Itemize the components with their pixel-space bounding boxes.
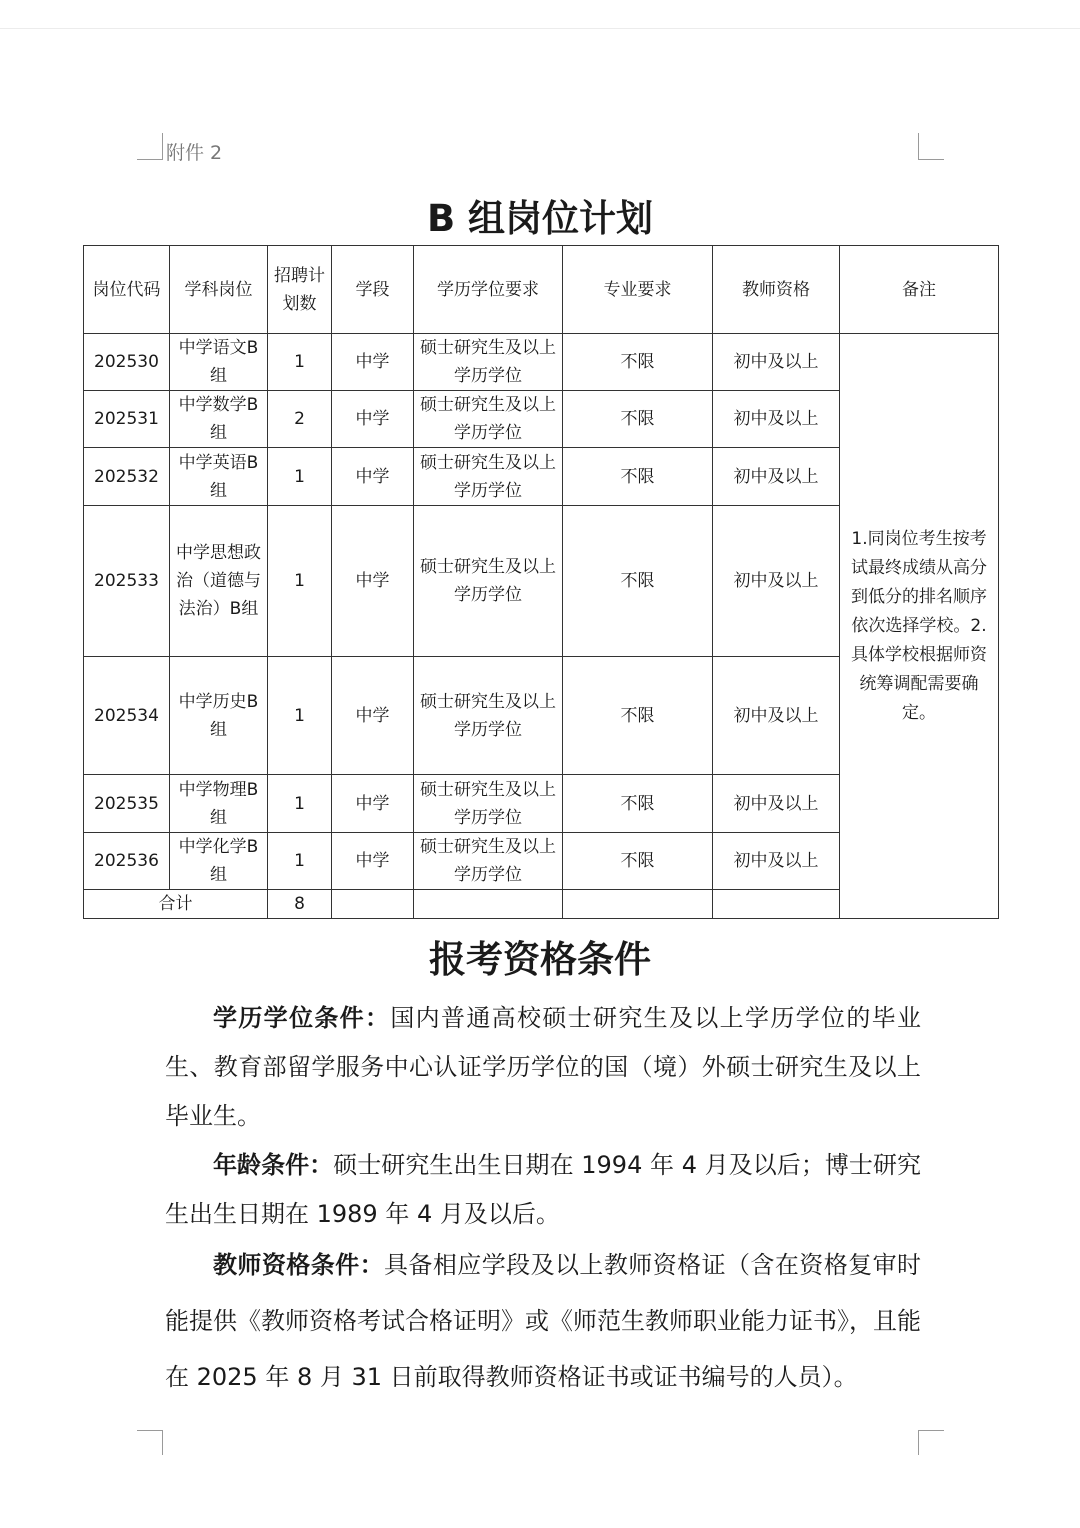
condition-text: 硕士研究生出生日期在 1994 年 4 月及以后；博士研究生出生日期在 1989 年 4 月及以后。 xyxy=(165,1151,921,1228)
crop-mark-bottom-right xyxy=(918,1430,944,1455)
subject-cell: 中学数学B组 xyxy=(170,391,268,448)
subject-cell: 中学语文B组 xyxy=(170,334,268,391)
major-cell: 不限 xyxy=(563,506,713,657)
count-cell: 2 xyxy=(268,391,332,448)
crop-mark-top-right xyxy=(918,133,944,160)
empty-cell xyxy=(563,890,713,919)
header-cell: 岗位代码 xyxy=(84,246,170,334)
subject-cell: 中学思想政治（道德与法治）B组 xyxy=(170,506,268,657)
major-cell: 不限 xyxy=(563,448,713,506)
subject-cell: 中学化学B组 xyxy=(170,833,268,890)
position-plan-table xyxy=(83,245,999,919)
code-cell: 202530 xyxy=(84,334,170,391)
cert-cell: 初中及以上 xyxy=(713,775,840,833)
top-divider xyxy=(0,28,1080,29)
header-cell: 学段 xyxy=(332,246,414,334)
page-title: B 组岗位计划 xyxy=(426,197,654,240)
condition-paragraph xyxy=(165,1141,921,1239)
total-label: 合计 xyxy=(84,890,268,919)
empty-cell xyxy=(332,890,414,919)
cert-cell: 初中及以上 xyxy=(713,391,840,448)
code-cell: 202532 xyxy=(84,448,170,506)
code-cell: 202535 xyxy=(84,775,170,833)
code-cell: 202534 xyxy=(84,657,170,775)
stage-cell: 中学 xyxy=(332,334,414,391)
condition-text: 具备相应学段及以上教师资格证（含在资格复审时能提供《教师资格考试合格证明》或《师范生教师职业能力证书》，且能在 2025 年 8 月 31 日前取得教师资格证书或证书编号的人员）。 xyxy=(165,1251,921,1391)
count-cell: 1 xyxy=(268,334,332,391)
total-count: 8 xyxy=(268,890,332,919)
header-cell: 教师资格 xyxy=(713,246,840,334)
subject-cell: 中学物理B组 xyxy=(170,775,268,833)
header-cell: 学历学位要求 xyxy=(414,246,563,334)
header-cell: 招聘计划数 xyxy=(268,246,332,334)
count-cell: 1 xyxy=(268,506,332,657)
condition-label: 学历学位条件： xyxy=(213,1004,391,1032)
count-cell: 1 xyxy=(268,775,332,833)
table-row xyxy=(84,334,999,391)
major-cell: 不限 xyxy=(563,833,713,890)
subject-cell: 中学历史B组 xyxy=(170,657,268,775)
stage-cell: 中学 xyxy=(332,448,414,506)
count-cell: 1 xyxy=(268,448,332,506)
attachment-label: 附件 2 xyxy=(166,142,223,164)
major-cell: 不限 xyxy=(563,391,713,448)
table-header-row xyxy=(84,246,999,334)
condition-paragraph xyxy=(165,994,921,1141)
cert-cell: 初中及以上 xyxy=(713,657,840,775)
stage-cell: 中学 xyxy=(332,391,414,448)
header-cell: 备注 xyxy=(840,246,999,334)
degree-cell: 硕士研究生及以上学历学位 xyxy=(414,775,563,833)
subject-cell: 中学英语B组 xyxy=(170,448,268,506)
section-title: 报考资格条件 xyxy=(429,938,651,981)
condition-paragraph xyxy=(165,1237,921,1405)
empty-cell xyxy=(713,890,840,919)
condition-label: 年龄条件： xyxy=(213,1151,334,1179)
code-cell: 202533 xyxy=(84,506,170,657)
code-cell: 202531 xyxy=(84,391,170,448)
crop-mark-top-left xyxy=(137,133,163,160)
major-cell: 不限 xyxy=(563,657,713,775)
crop-mark-bottom-left xyxy=(137,1430,163,1455)
condition-label: 教师资格条件： xyxy=(213,1251,384,1279)
condition-text: 国内普通高校硕士研究生及以上学历学位的毕业生、教育部留学服务中心认证学历学位的国（境）外硕士研究生及以上毕业生。 xyxy=(165,1004,922,1130)
degree-cell: 硕士研究生及以上学历学位 xyxy=(414,334,563,391)
header-cell: 专业要求 xyxy=(563,246,713,334)
stage-cell: 中学 xyxy=(332,775,414,833)
header-cell: 学科岗位 xyxy=(170,246,268,334)
degree-cell: 硕士研究生及以上学历学位 xyxy=(414,833,563,890)
cert-cell: 初中及以上 xyxy=(713,833,840,890)
code-cell: 202536 xyxy=(84,833,170,890)
cert-cell: 初中及以上 xyxy=(713,506,840,657)
degree-cell: 硕士研究生及以上学历学位 xyxy=(414,506,563,657)
empty-cell xyxy=(414,890,563,919)
cert-cell: 初中及以上 xyxy=(713,334,840,391)
count-cell: 1 xyxy=(268,833,332,890)
note-cell: 1.同岗位考生按考试最终成绩从高分到低分的排名顺序依次选择学校。2.具体学校根据师资统筹调配需要确定。 xyxy=(840,334,999,919)
cert-cell: 初中及以上 xyxy=(713,448,840,506)
stage-cell: 中学 xyxy=(332,506,414,657)
count-cell: 1 xyxy=(268,657,332,775)
stage-cell: 中学 xyxy=(332,657,414,775)
degree-cell: 硕士研究生及以上学历学位 xyxy=(414,391,563,448)
stage-cell: 中学 xyxy=(332,833,414,890)
major-cell: 不限 xyxy=(563,775,713,833)
degree-cell: 硕士研究生及以上学历学位 xyxy=(414,448,563,506)
degree-cell: 硕士研究生及以上学历学位 xyxy=(414,657,563,775)
major-cell: 不限 xyxy=(563,334,713,391)
